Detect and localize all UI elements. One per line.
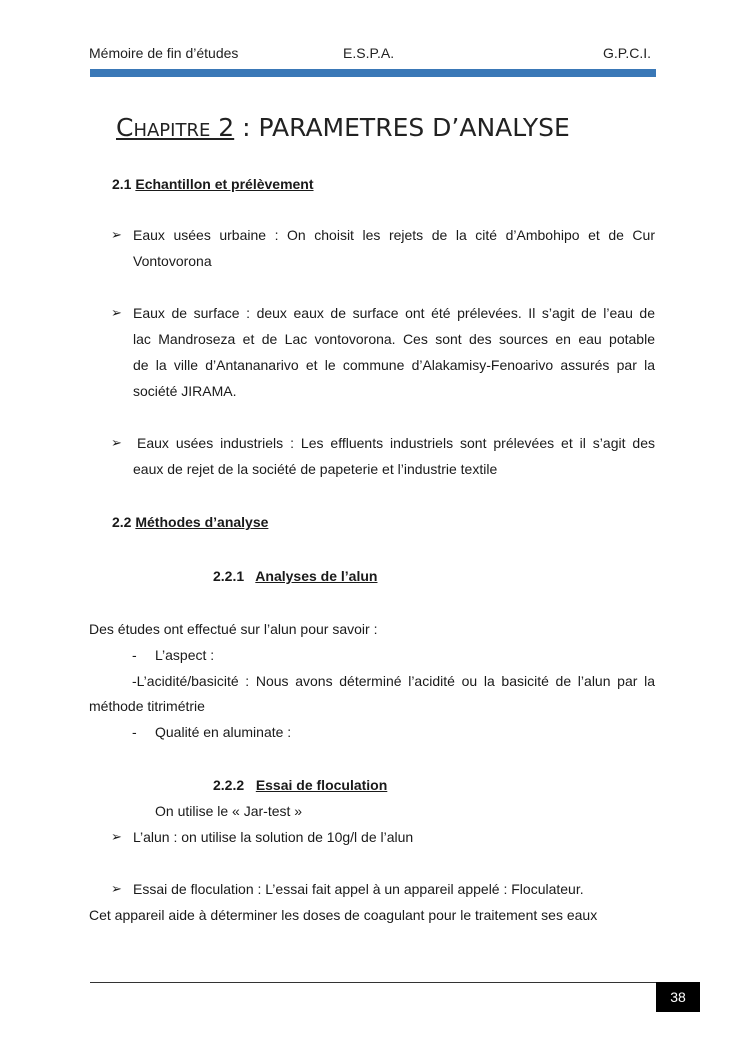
bullet-line: Vontovorona — [133, 253, 212, 269]
section-2-2-1-heading — [213, 568, 377, 584]
chapter-title — [116, 113, 570, 142]
paragraph: Cet appareil aide à déterminer les doses de coagulant pour le traitement ses eaux — [89, 907, 598, 923]
list-item-continuation: méthode titrimétrie — [89, 698, 205, 714]
bullet-line: lac Mandroseza et de Lac vontovorona. Ces sont des sources en eau potable — [133, 331, 655, 347]
list-item: -L’acidité/basicité : Nous avons déterminé l’acidité ou la basicité de l’alun par la — [132, 673, 655, 689]
bullet-line: Eaux usées industriels : Les effluents industriels sont prélevées et il s’agit des — [137, 435, 655, 451]
section-title: Essai de floculation — [255, 777, 388, 793]
header-right: G.P.C.I. — [603, 45, 651, 61]
section-number: 2.2.2 — [213, 777, 245, 793]
section-2-2-2-heading — [213, 777, 387, 793]
header-left: Mémoire de fin d’études — [89, 45, 239, 61]
paragraph: On utilise le « Jar-test » — [155, 803, 303, 819]
list-item: Qualité en aluminate : — [155, 724, 292, 740]
section-number: 2.2.1 — [213, 568, 245, 584]
dash-mark: - — [132, 647, 137, 663]
arrow-bullet-icon: ➢ — [111, 829, 122, 844]
bullet-line: société JIRAMA. — [133, 383, 237, 399]
footer-rule — [90, 982, 656, 983]
list-item: L’aspect : — [155, 647, 215, 663]
arrow-bullet-icon: ➢ — [111, 227, 122, 242]
arrow-bullet-icon: ➢ — [111, 881, 122, 896]
dash-mark: - — [132, 724, 137, 740]
section-title: Méthodes d’analyse — [135, 514, 269, 530]
page-number: 38 — [656, 982, 700, 1012]
bullet-line: Eaux de surface : deux eaux de surface ont été prélevées. Il s’agit de l’eau de — [133, 305, 655, 321]
bullet-line: Essai de floculation : L’essai fait appel à un appareil appelé : Floculateur. — [133, 881, 584, 897]
header-bar — [90, 69, 656, 77]
bullet-line: Eaux usées urbaine : On choisit les rejets de la cité d’Ambohipo et de Cur — [133, 227, 655, 243]
chapter-label: Chapitre 2 — [116, 113, 235, 142]
bullet-line: L’alun : on utilise la solution de 10g/l de l’alun — [133, 829, 414, 845]
section-2-1-heading — [112, 176, 314, 192]
bullet-line: eaux de rejet de la société de papeterie et l’industrie textile — [133, 461, 498, 477]
arrow-bullet-icon: ➢ — [111, 435, 122, 450]
bullet-line: de la ville d’Antananarivo et le commune d’Alakamisy-Fenoarivo assurés par la — [133, 357, 655, 373]
section-title: Echantillon et prélèvement — [135, 176, 314, 192]
section-title: Analyses de l’alun — [255, 568, 378, 584]
paragraph: Des études ont effectué sur l’alun pour savoir : — [89, 621, 378, 637]
section-number: 2.1 — [112, 176, 132, 192]
section-number: 2.2 — [112, 514, 132, 530]
header-center: E.S.P.A. — [343, 45, 395, 61]
chapter-heading: : PARAMETRES D’ANALYSE — [234, 113, 570, 142]
arrow-bullet-icon: ➢ — [111, 305, 122, 320]
section-2-2-heading — [112, 514, 268, 530]
